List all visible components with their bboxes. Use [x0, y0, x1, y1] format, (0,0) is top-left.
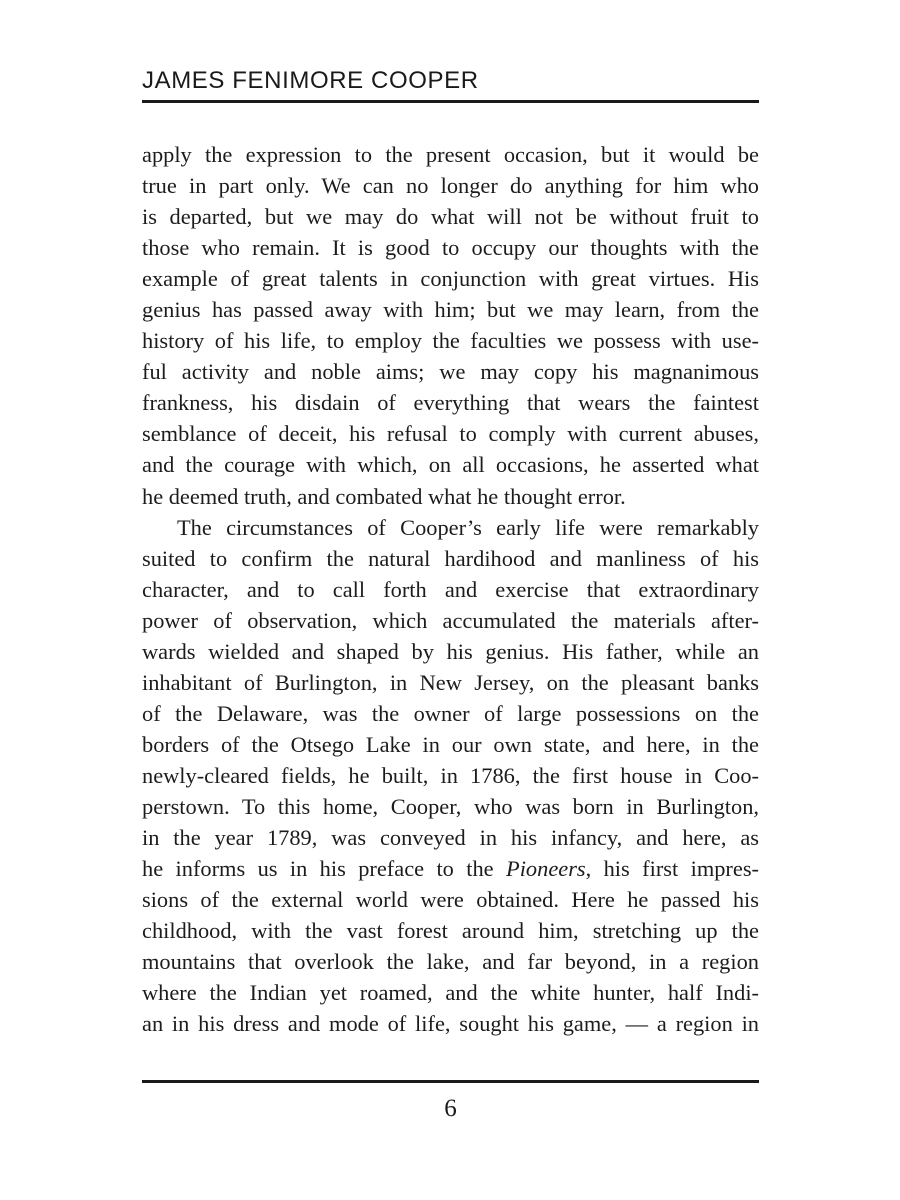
- text-line: example of great talents in conjunction with great virtues. His: [142, 266, 759, 292]
- text-line: he deemed truth, and combated what he thought error.: [142, 483, 626, 509]
- text-line: those who remain. It is good to occupy our thoughts with the: [142, 235, 759, 261]
- text-line: ful activity and noble aims; we may copy his magnanimous: [142, 359, 759, 385]
- body-text: [142, 139, 759, 1039]
- text-line: semblance of deceit, his refusal to comply with current abuses,: [142, 421, 759, 447]
- running-head-title: JAMES FENIMORE COOPER: [142, 67, 479, 94]
- paragraph-2: [142, 512, 759, 1040]
- text-line: borders of the Otsego Lake in our own state, and here, in the: [142, 731, 759, 757]
- text-line: suited to confirm the natural hardihood and manliness of his: [142, 545, 759, 571]
- text-line: sions of the external world were obtained. Here he passed his: [142, 887, 759, 913]
- text-line: character, and to call forth and exercise that extraordinary: [142, 576, 759, 602]
- text-line: where the Indian yet roamed, and the white hunter, half Indi-: [142, 980, 759, 1006]
- paragraph-1: [142, 139, 759, 512]
- text-line: history of his life, to employ the faculties we possess with use-: [142, 328, 759, 354]
- book-title-italic: Pioneers: [506, 856, 586, 882]
- text-line: The circumstances of Cooper’s early life were remarkably: [177, 514, 759, 540]
- text-line: newly-cleared fields, he built, in 1786, the first house in Coo-: [142, 762, 759, 788]
- text-line: apply the expression to the present occasion, but it would be: [142, 142, 759, 167]
- text-line: is departed, but we may do what will not be without fruit to: [142, 204, 759, 230]
- text-line: frankness, his disdain of everything that wears the faintest: [142, 390, 759, 416]
- text-line: true in part only. We can no longer do anything for him who: [142, 173, 759, 199]
- text-line: in the year 1789, was conveyed in his infancy, and here, as: [142, 825, 759, 851]
- text-line: an in his dress and mode of life, sought his game, — a region in: [142, 1011, 759, 1037]
- text-line: power of observation, which accumulated the materials after-: [142, 607, 759, 633]
- text-line: genius has passed away with him; but we may learn, from the: [142, 297, 759, 323]
- text-line: wards wielded and shaped by his genius. His father, while an: [142, 638, 759, 664]
- text-line: perstown. To this home, Cooper, who was born in Burlington,: [142, 793, 759, 819]
- text-segment: he informs us in his preface to the: [142, 856, 507, 882]
- text-line: inhabitant of Burlington, in New Jersey, on the pleasant banks: [142, 669, 759, 695]
- header-rule: [142, 100, 759, 103]
- text-line: and the courage with which, on all occasions, he asserted what: [142, 452, 759, 478]
- text-line: childhood, with the vast forest around him, stretching up the: [142, 918, 759, 944]
- page-number: 6: [444, 1095, 457, 1122]
- footer-rule: [142, 1080, 759, 1083]
- text-line: of the Delaware, was the owner of large possessions on the: [142, 700, 759, 726]
- text-line: mountains that overlook the lake, and far beyond, in a region: [142, 949, 759, 975]
- text-segment: , his first impres-: [585, 856, 759, 882]
- text-line-with-italic: [142, 853, 759, 884]
